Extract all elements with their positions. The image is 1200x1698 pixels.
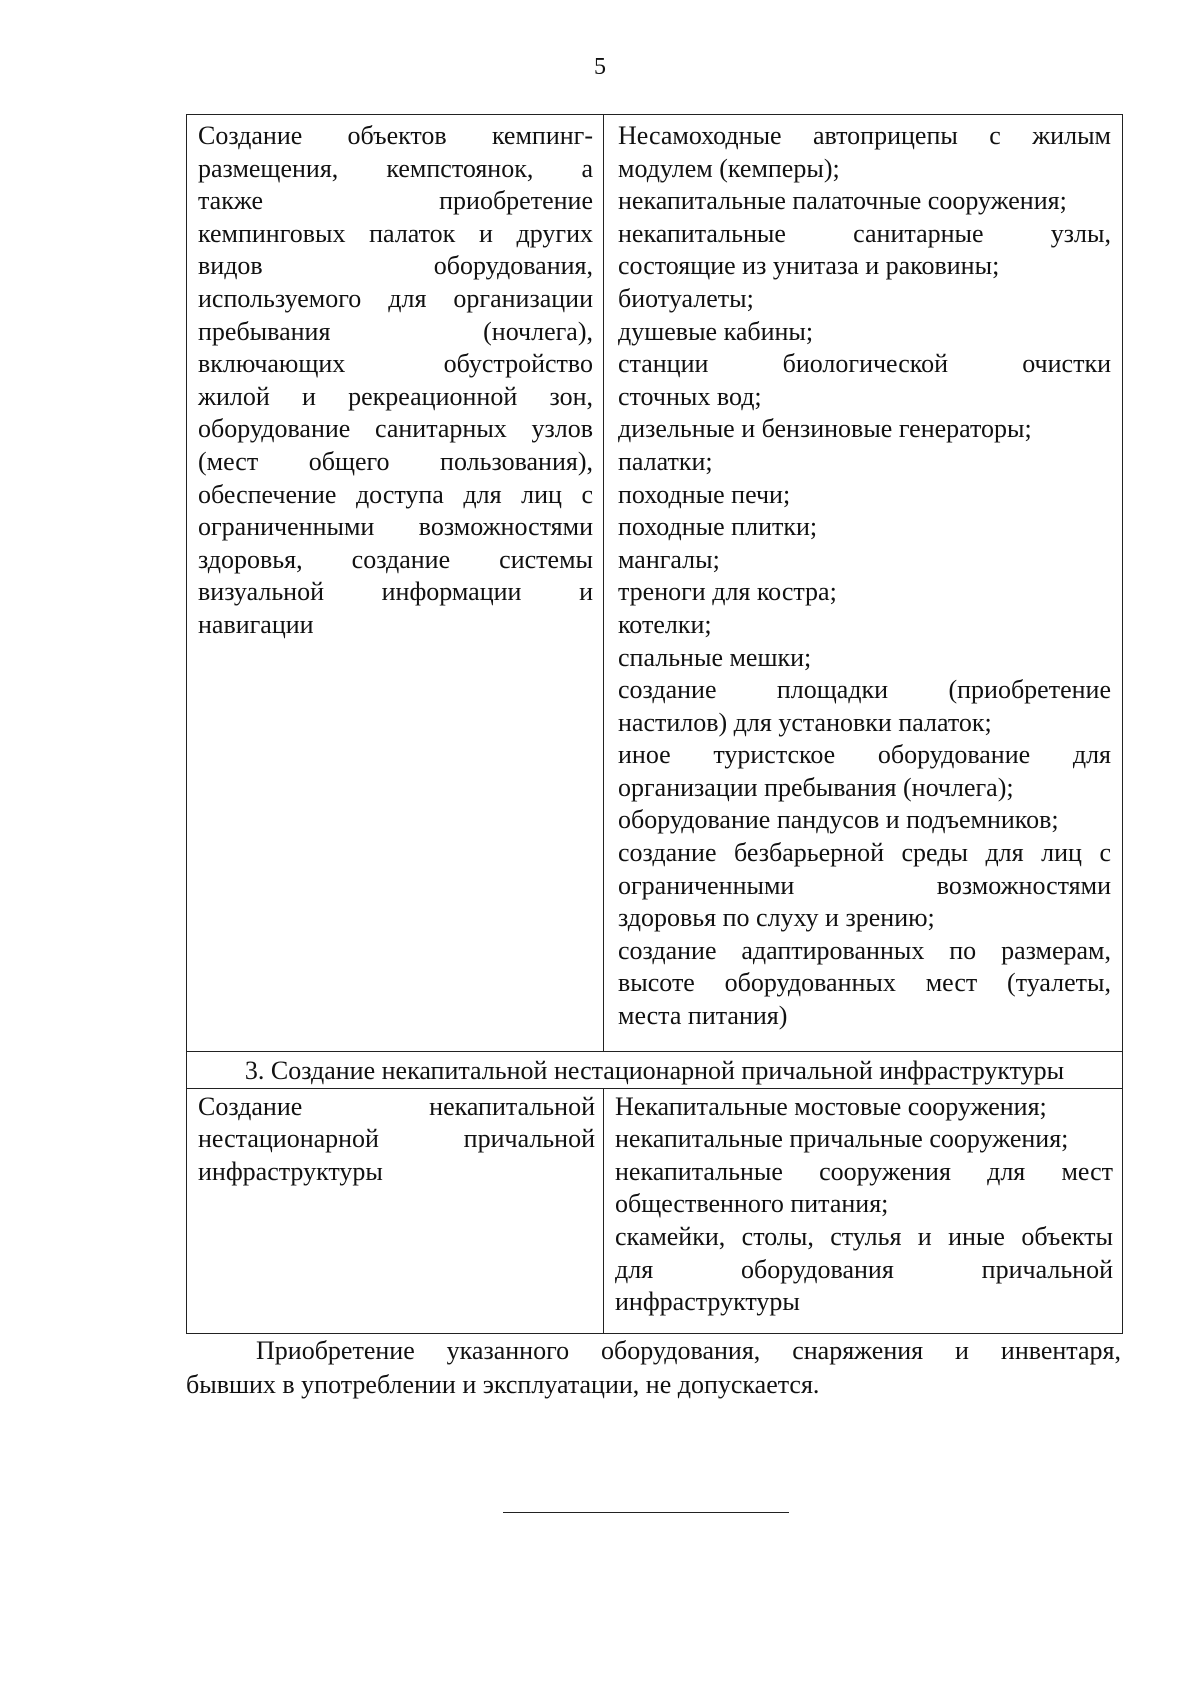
cell-text-line: (мест общего пользования),: [198, 446, 593, 476]
cell-text-line: для оборудования причальной: [615, 1254, 1113, 1284]
cell-text-line: спальные мешки;: [618, 642, 812, 672]
cell-text-line: используемого для организации: [198, 283, 593, 313]
cell-text-line: создание адаптированных по размерам,: [618, 935, 1111, 965]
cell-text-line: мангалы;: [618, 544, 720, 574]
table-row: [187, 1088, 1122, 1333]
cell-text-line: визуальной информации и: [198, 577, 593, 607]
cell-text-line: инфраструктуры: [198, 1156, 383, 1186]
cell-text-line: Некапитальные мостовые сооружения;: [615, 1091, 1047, 1121]
cell-text-line: создание безбарьерной среды для лиц с: [618, 838, 1111, 868]
page-number: 5: [594, 54, 606, 80]
closing-paragraph: [186, 1334, 1121, 1402]
cell-text-line: инфраструктуры: [615, 1287, 800, 1317]
cell-text-line: некапитальные палаточные сооружения;: [618, 186, 1067, 216]
cell-text-line: походные плитки;: [618, 512, 818, 542]
cell-text-line: высоте оборудованных мест (туалеты,: [618, 968, 1111, 998]
cell-text-line: треноги для костра;: [618, 577, 837, 607]
cell-text-line: нестационарной причальной: [198, 1124, 595, 1154]
table-cell-equipment: [604, 1089, 1122, 1333]
cell-text-line: здоровья, создание системы: [198, 544, 593, 574]
cell-text-line: скамейки, столы, стулья и иные объекты: [615, 1222, 1113, 1251]
cell-text-line: станции биологической очистки: [618, 349, 1111, 379]
cell-text-line: душевые кабины;: [618, 316, 814, 346]
cell-text-line: сточных вод;: [618, 381, 762, 411]
cell-text-line: оборудование санитарных узлов: [198, 414, 593, 444]
cell-text-line: видов оборудования,: [198, 251, 593, 281]
cell-text-line: кемпинговых палаток и других: [198, 218, 593, 248]
cell-text-line: некапитальные причальные сооружения;: [615, 1124, 1069, 1154]
cell-text-line: оборудование пандусов и подъемников;: [618, 805, 1059, 835]
cell-text-line: состоящие из унитаза и раковины;: [618, 251, 1000, 281]
section-3-heading: 3. Создание некапитальной нестационарной причальной инфраструктуры: [187, 1051, 1122, 1088]
cell-text-line: ограниченными возможностями: [618, 870, 1111, 900]
cell-text-line: пребывания (ночлега),: [198, 316, 593, 346]
cell-text-line: настилов) для установки палаток;: [618, 707, 992, 737]
cell-text-line: жилой и рекреационной зон,: [198, 381, 593, 411]
table-cell-equipment: [604, 115, 1122, 1051]
closing-paragraph-line: Приобретение указанного оборудования, снаряжения и инвентаря,: [256, 1336, 1121, 1365]
cell-text-line: некапитальные сооружения для мест: [615, 1156, 1113, 1186]
cell-text-line: включающих обустройство: [198, 349, 593, 379]
cell-text-line: модулем (кемперы);: [618, 153, 840, 183]
cell-text-line: некапитальные санитарные узлы,: [618, 218, 1111, 248]
closing-paragraph-line: бывших в употреблении и эксплуатации, не допускается.: [186, 1370, 820, 1399]
cell-text-line: дизельные и бензиновые генераторы;: [618, 414, 1032, 444]
cell-text-line: организации пребывания (ночлега);: [618, 772, 1014, 802]
cell-text-line: палатки;: [618, 446, 713, 476]
cell-text-line: размещения, кемпстоянок, а: [198, 153, 593, 183]
table-cell-activity: [187, 1089, 604, 1333]
cell-text-line: биотуалеты;: [618, 283, 754, 313]
cell-text-line: иное туристское оборудование для: [618, 740, 1111, 770]
cell-text-line: создание площадки (приобретение: [618, 675, 1111, 705]
end-divider-line: [503, 1512, 789, 1513]
equipment-table: [186, 114, 1123, 1334]
cell-text-line: ограниченными возможностями: [198, 512, 593, 542]
cell-text-line: Создание некапитальной: [198, 1091, 595, 1121]
cell-text-line: Несамоходные автоприцепы с жилым: [618, 121, 1111, 150]
cell-text-line: обеспечение доступа для лиц с: [198, 479, 593, 509]
table-cell-activity: [187, 115, 604, 1051]
cell-text-line: общественного питания;: [615, 1189, 889, 1219]
cell-text-line: места питания): [618, 1001, 788, 1031]
table-row: [187, 115, 1122, 1051]
cell-text-line: Создание объектов кемпинг-: [198, 121, 593, 150]
cell-text-line: котелки;: [618, 609, 712, 639]
cell-text-line: навигации: [198, 609, 314, 639]
cell-text-line: также приобретение: [198, 186, 593, 216]
cell-text-line: походные печи;: [618, 479, 791, 509]
cell-text-line: здоровья по слуху и зрению;: [618, 903, 935, 933]
